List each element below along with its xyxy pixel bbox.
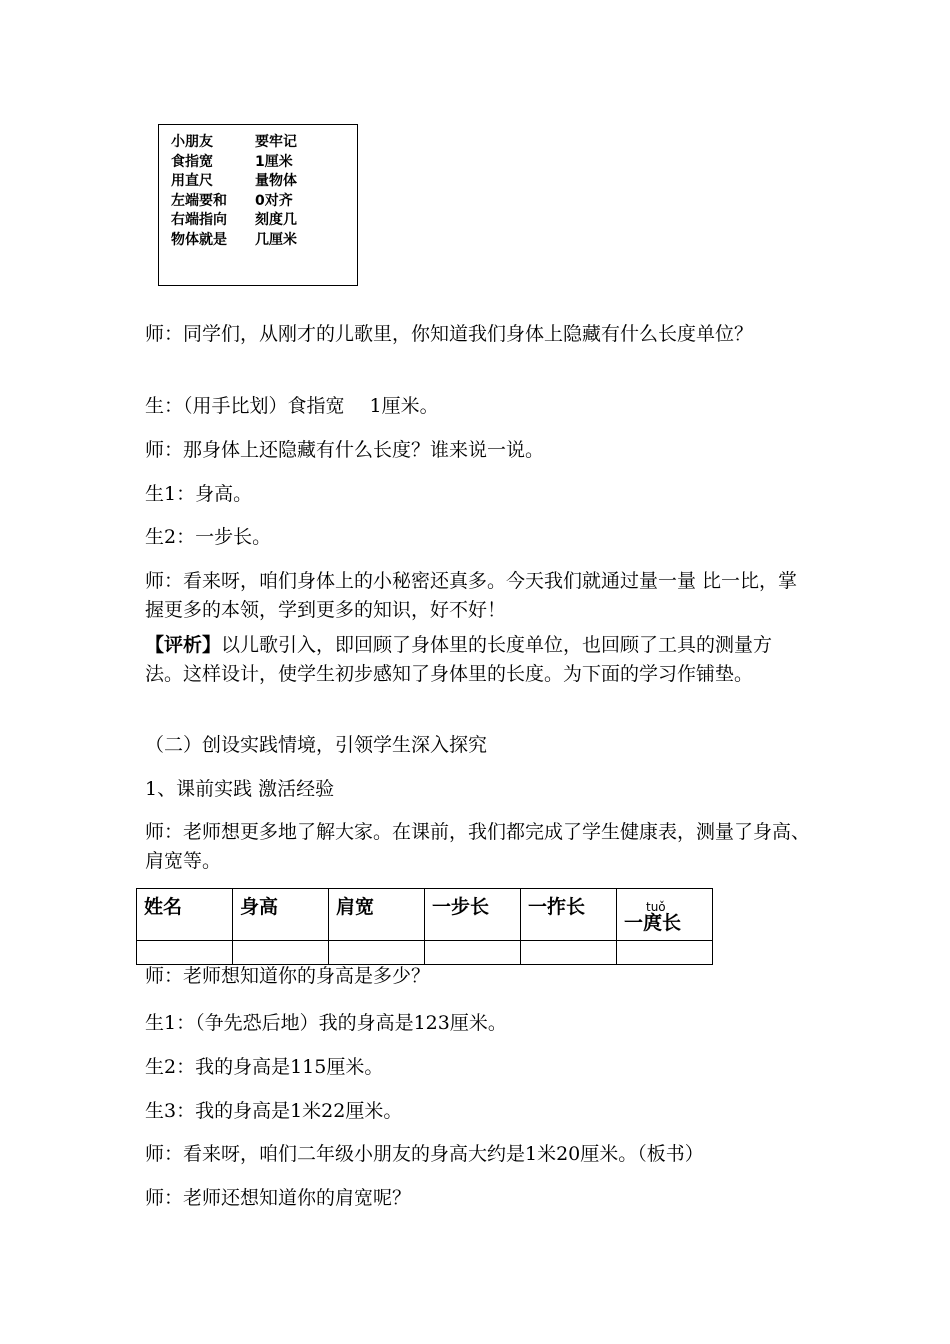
rhyme-part-a: 物体就是 <box>171 231 227 248</box>
table-cell-empty <box>521 941 617 965</box>
table-cell-empty <box>329 941 425 965</box>
rhyme-part-a: 食指宽 <box>171 153 213 170</box>
dialogue-paragraph: 师：老师想更多地了解大家。在课前，我们都完成了学生健康表，测量了身高、肩宽等。 <box>145 821 811 872</box>
table-cell-empty <box>137 941 233 965</box>
pinyin-annotation: tuǒ <box>646 900 666 914</box>
review-paragraph <box>145 631 810 689</box>
table-header-cell: 肩宽 <box>329 889 425 941</box>
subsection-heading: 1、课前实践 激活经验 <box>145 778 335 800</box>
dialogue-paragraph: 生3：我的身高是1米22厘米。 <box>145 1100 403 1122</box>
rhyme-line <box>171 172 357 192</box>
rhyme-line <box>171 133 357 153</box>
table-header-text: 一庹长 <box>624 912 682 934</box>
rhyme-line <box>171 231 357 251</box>
table-header-cell: 身高 <box>233 889 329 941</box>
table-cell-empty <box>425 941 521 965</box>
rhyme-line <box>171 153 357 173</box>
dialogue-paragraph: 生1：（争先恐后地）我的身高是123厘米。 <box>145 1012 507 1034</box>
dialogue-paragraph: 生2：一步长。 <box>145 526 272 548</box>
rhyme-part-b: 0对齐 <box>255 192 293 209</box>
dialogue-paragraph: 生1：身高。 <box>145 483 253 505</box>
rhyme-part-a: 左端要和 <box>171 192 227 209</box>
table-header-cell: 一拃长 <box>521 889 617 941</box>
rhyme-part-a: 右端指向 <box>171 212 227 228</box>
table-header-cell: 一步长 <box>425 889 521 941</box>
table-header-row <box>137 889 713 941</box>
rhyme-part-a: 小朋友 <box>171 134 213 150</box>
rhyme-part-b: 要牢记 <box>255 134 297 150</box>
student-health-table <box>136 888 713 965</box>
nursery-rhyme-box <box>158 124 358 286</box>
dialogue-paragraph: 师：看来呀，咱们二年级小朋友的身高大约是1米20厘米。（板书） <box>145 1143 704 1165</box>
rhyme-line <box>171 211 357 231</box>
rhyme-part-b: 1厘米 <box>255 153 293 170</box>
dialogue-paragraph: 师：那身体上还隐藏有什么长度？谁来说一说。 <box>145 439 545 461</box>
rhyme-part-b: 刻度几 <box>255 212 297 228</box>
table-header-cell <box>617 889 713 941</box>
review-label: 【评析】 <box>145 634 222 656</box>
table-header-cell: 姓名 <box>137 889 233 941</box>
table-row <box>137 941 713 965</box>
section-heading: （二）创设实践情境，引领学生深入探究 <box>145 734 488 756</box>
dialogue-paragraph: 师：老师还想知道你的肩宽呢？ <box>145 1187 412 1209</box>
dialogue-paragraph: 师：看来呀，咱们身体上的小秘密还真多。今天我们就通过量一量 比一比，掌握更多的本领，学到更多的知识，好不好！ <box>145 570 798 621</box>
dialogue-paragraph: 师：老师想知道你的身高是多少？ <box>145 965 431 987</box>
dialogue-paragraph: 生2：我的身高是115厘米。 <box>145 1056 384 1078</box>
table-cell-empty <box>617 941 713 965</box>
rhyme-part-b: 量物体 <box>255 173 297 189</box>
rhyme-line <box>171 192 357 212</box>
dialogue-paragraph: 生：（用手比划）食指宽 1厘米。 <box>145 395 439 417</box>
review-text: 以儿歌引入，即回顾了身体里的长度单位，也回顾了工具的测量方法。这样设计，使学生初步感知了身体里的长度。为下面的学习作铺垫。 <box>145 634 773 685</box>
dialogue-paragraph: 师：同学们，从刚才的儿歌里，你知道我们身体上隐藏有什么长度单位？ <box>145 323 754 345</box>
rhyme-part-a: 用直尺 <box>171 173 213 189</box>
table-cell-empty <box>233 941 329 965</box>
rhyme-part-b: 几厘米 <box>255 231 297 248</box>
